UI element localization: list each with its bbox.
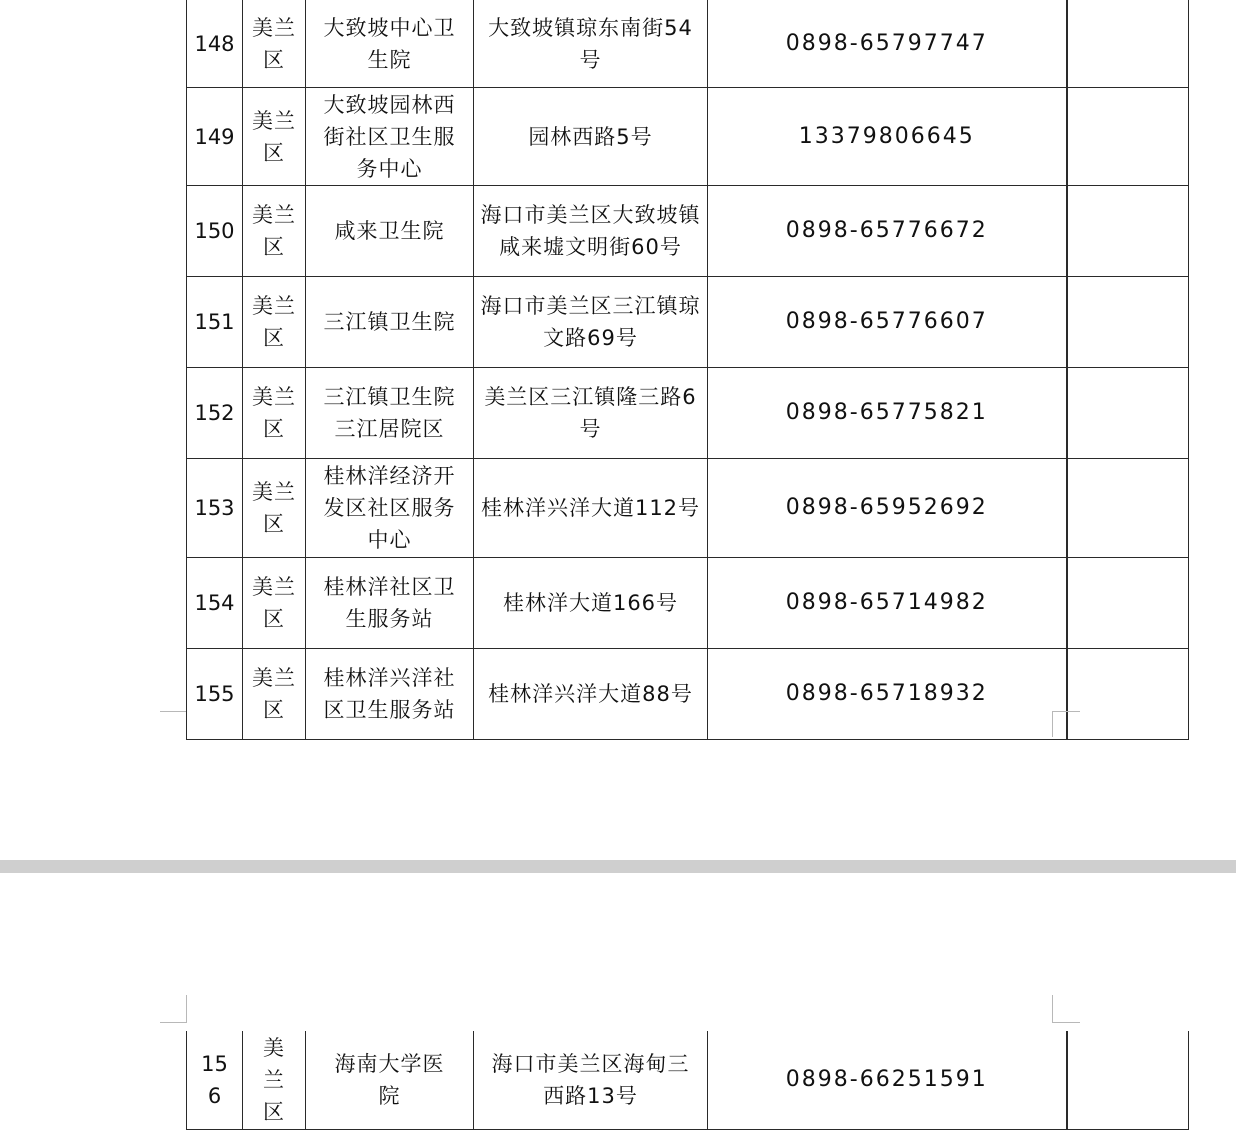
district-cell: 美兰区	[243, 459, 306, 558]
phone-cell: 0898-65718932	[708, 649, 1067, 740]
facility-name-cell: 三江镇卫生院	[306, 277, 474, 368]
row-number: 155	[187, 649, 243, 740]
district-cell: 美兰区	[243, 88, 306, 186]
table-row	[187, 88, 1189, 186]
table-row	[187, 186, 1189, 277]
blank-cell	[1067, 649, 1189, 740]
facility-name-cell: 海南大学医院	[306, 1031, 474, 1129]
district-cell: 美兰区	[243, 368, 306, 459]
address-cell: 海口市美兰区大致坡镇咸来墟文明街60号	[474, 186, 708, 277]
facility-name-cell: 桂林洋经济开发区社区服务中心	[306, 459, 474, 558]
blank-cell	[1067, 88, 1189, 186]
crop-mark-bottom-left	[160, 711, 186, 712]
district-cell: 美兰区	[243, 1031, 306, 1129]
phone-cell: 13379806645	[708, 88, 1067, 186]
facility-name-cell: 三江镇卫生院三江居院区	[306, 368, 474, 459]
crop-mark-top-left-h	[160, 1022, 187, 1023]
blank-cell	[1067, 368, 1189, 459]
blank-cell	[1067, 558, 1189, 649]
blank-cell	[1067, 186, 1189, 277]
address-cell: 桂林洋大道166号	[474, 558, 708, 649]
row-number: 149	[187, 88, 243, 186]
table-row	[187, 649, 1189, 740]
phone-cell: 0898-65775821	[708, 368, 1067, 459]
district-cell: 美兰区	[243, 186, 306, 277]
page-separator	[0, 860, 1236, 873]
phone-cell: 0898-65776672	[708, 186, 1067, 277]
blank-cell	[1067, 1031, 1189, 1129]
address-cell: 海口市美兰区三江镇琼文路69号	[474, 277, 708, 368]
row-number: 152	[187, 368, 243, 459]
crop-mark-bottom-right-v	[1052, 711, 1053, 737]
district-cell: 美兰区	[243, 0, 306, 88]
district-cell: 美兰区	[243, 558, 306, 649]
table-row	[187, 459, 1189, 558]
row-number: 156	[187, 1031, 243, 1129]
clinic-table-page-2	[186, 1031, 1189, 1130]
facility-name-cell: 桂林洋兴洋社区卫生服务站	[306, 649, 474, 740]
address-cell: 园林西路5号	[474, 88, 708, 186]
row-number: 148	[187, 0, 243, 88]
blank-cell	[1067, 459, 1189, 558]
table-row	[187, 368, 1189, 459]
blank-cell	[1067, 277, 1189, 368]
table-row	[187, 558, 1189, 649]
table-row	[187, 1031, 1189, 1129]
district-cell: 美兰区	[243, 649, 306, 740]
row-number: 151	[187, 277, 243, 368]
address-cell: 桂林洋兴洋大道88号	[474, 649, 708, 740]
crop-mark-top-right-v	[1052, 995, 1053, 1023]
facility-name-cell: 桂林洋社区卫生服务站	[306, 558, 474, 649]
crop-mark-bottom-right-h	[1052, 711, 1080, 712]
document-page-2	[0, 873, 1236, 1137]
facility-name-cell: 大致坡中心卫生院	[306, 0, 474, 88]
facility-name-cell: 咸来卫生院	[306, 186, 474, 277]
blank-cell	[1067, 0, 1189, 88]
crop-mark-top-left-v	[186, 995, 187, 1023]
address-cell: 大致坡镇琼东南街54号	[474, 0, 708, 88]
clinic-table-page-1	[186, 0, 1189, 740]
district-cell: 美兰区	[243, 277, 306, 368]
table-row	[187, 277, 1189, 368]
address-cell: 海口市美兰区海甸三西路13号	[474, 1031, 708, 1129]
row-number: 153	[187, 459, 243, 558]
crop-mark-top-right-h	[1052, 1022, 1080, 1023]
phone-cell: 0898-66251591	[708, 1031, 1067, 1129]
facility-name-cell: 大致坡园林西街社区卫生服务中心	[306, 88, 474, 186]
phone-cell: 0898-65714982	[708, 558, 1067, 649]
table-row	[187, 0, 1189, 88]
row-number: 154	[187, 558, 243, 649]
phone-cell: 0898-65776607	[708, 277, 1067, 368]
address-cell: 桂林洋兴洋大道112号	[474, 459, 708, 558]
phone-cell: 0898-65952692	[708, 459, 1067, 558]
address-cell: 美兰区三江镇隆三路6号	[474, 368, 708, 459]
phone-cell: 0898-65797747	[708, 0, 1067, 88]
row-number: 150	[187, 186, 243, 277]
